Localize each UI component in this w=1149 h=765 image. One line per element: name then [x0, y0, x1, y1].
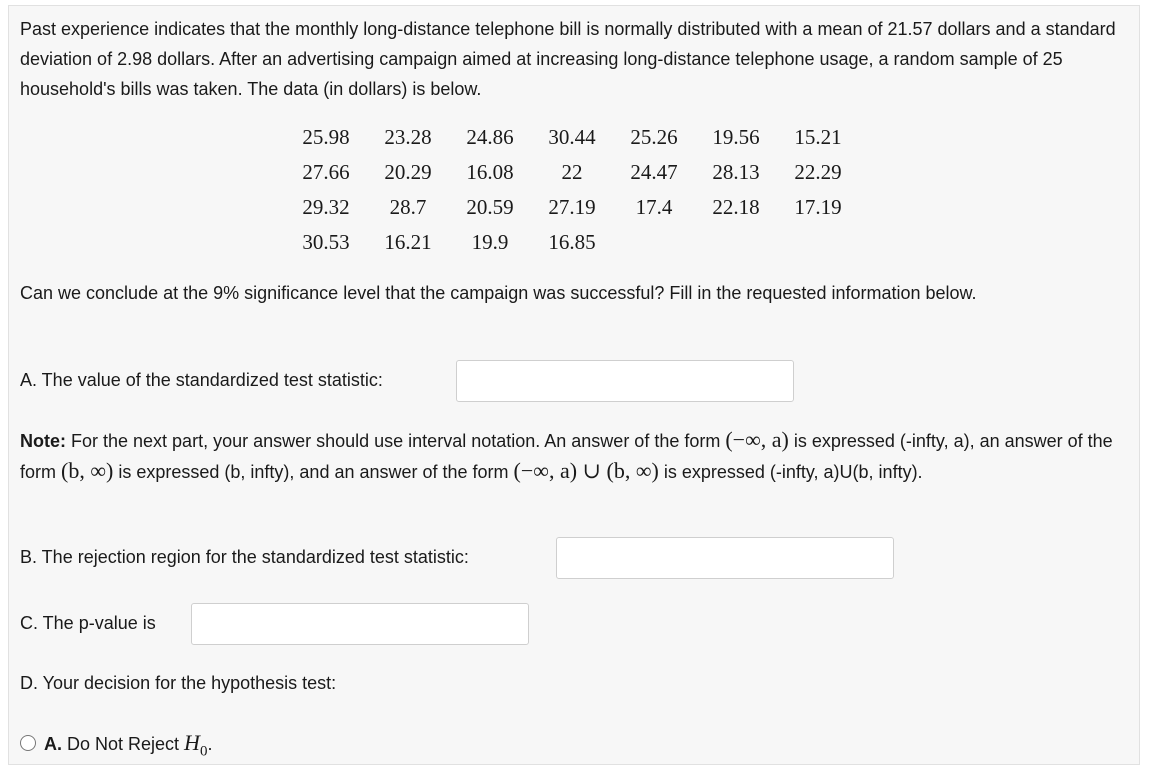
data-cell: 17.19 [794, 195, 842, 219]
data-cell: 25.26 [630, 125, 678, 149]
part-b-input[interactable] [556, 537, 894, 579]
data-cell: 16.08 [466, 160, 514, 184]
data-row [285, 155, 859, 190]
option-a-text: Do Not Reject [62, 734, 185, 754]
note-text-1: For the next part, your answer should use interval notation. An answer of the form [66, 431, 726, 451]
data-cell: 28.7 [389, 195, 427, 219]
part-b-label: B. The rejection region for the standardized test statistic: [20, 547, 469, 567]
note-math-1: (−∞, a) [725, 427, 789, 452]
note-text-2: is expressed (-infty, a), an answer of the form [20, 431, 1113, 482]
data-cell: 16.85 [548, 230, 596, 254]
data-cell: 22 [561, 160, 583, 184]
data-cell: 27.66 [302, 160, 350, 184]
data-cell: 24.86 [466, 125, 514, 149]
data-cell [695, 225, 777, 260]
note-text-4: is expressed (-infty, a)U(b, infty). [658, 462, 923, 482]
option-a-label[interactable] [44, 730, 212, 764]
data-cell: 23.28 [384, 125, 432, 149]
note-text-3: is expressed (b, infty), and an answer of the form [113, 462, 514, 482]
data-cell: 22.29 [794, 160, 842, 184]
note-math-3: (−∞, a) ∪ (b, ∞) [513, 458, 659, 483]
option-a-math-sub: 0 [199, 743, 208, 760]
data-cell: 20.29 [384, 160, 432, 184]
data-cell: 19.9 [471, 230, 509, 254]
question-content [20, 14, 1130, 104]
data-cell: 29.32 [302, 195, 350, 219]
data-cell: 15.21 [794, 125, 842, 149]
intro-text: Past experience indicates that the monthly long-distance telephone bill is normally distributed with a mean of 21.57 dollars and a standard deviation of 2.98 dollars. After an advertising campaign aimed at increasing long-distance telephone usage, a random sample of 25 household's bills was taken. The data (in dollars) is below. [20, 19, 1116, 99]
data-cell: 27.19 [548, 195, 596, 219]
option-a-letter: A. [44, 734, 62, 754]
data-row [285, 190, 859, 225]
option-a-math [184, 730, 208, 760]
question-text: Can we conclude at the 9% significance level that the campaign was successful? Fill in the requested information below. [20, 283, 977, 303]
data-cell: 30.53 [302, 230, 350, 254]
data-cell: 24.47 [630, 160, 678, 184]
note-text [20, 425, 1125, 487]
option-a-end: . [207, 734, 213, 754]
note-bold: Note: [20, 431, 66, 451]
data-cell [613, 225, 695, 260]
part-c-input[interactable] [191, 603, 529, 645]
data-cell: 20.59 [466, 195, 514, 219]
data-cell: 28.13 [712, 160, 760, 184]
part-a-input[interactable] [456, 360, 794, 402]
data-cell: 16.21 [384, 230, 432, 254]
part-a-label: A. The value of the standardized test statistic: [20, 370, 383, 390]
data-cell: 19.56 [712, 125, 760, 149]
data-cell: 25.98 [302, 125, 350, 149]
data-cell: 22.18 [712, 195, 760, 219]
data-cell: 30.44 [548, 125, 596, 149]
data-row [285, 225, 859, 260]
option-a-radio[interactable] [20, 735, 36, 751]
part-d-label: D. Your decision for the hypothesis test: [20, 673, 337, 693]
data-cell [777, 225, 859, 260]
option-a-math-h: H [184, 730, 200, 755]
part-c-label: C. The p-value is [20, 613, 156, 633]
data-table [285, 120, 859, 260]
data-row [285, 120, 859, 155]
note-math-2: (b, ∞) [61, 458, 114, 483]
data-cell: 17.4 [635, 195, 673, 219]
